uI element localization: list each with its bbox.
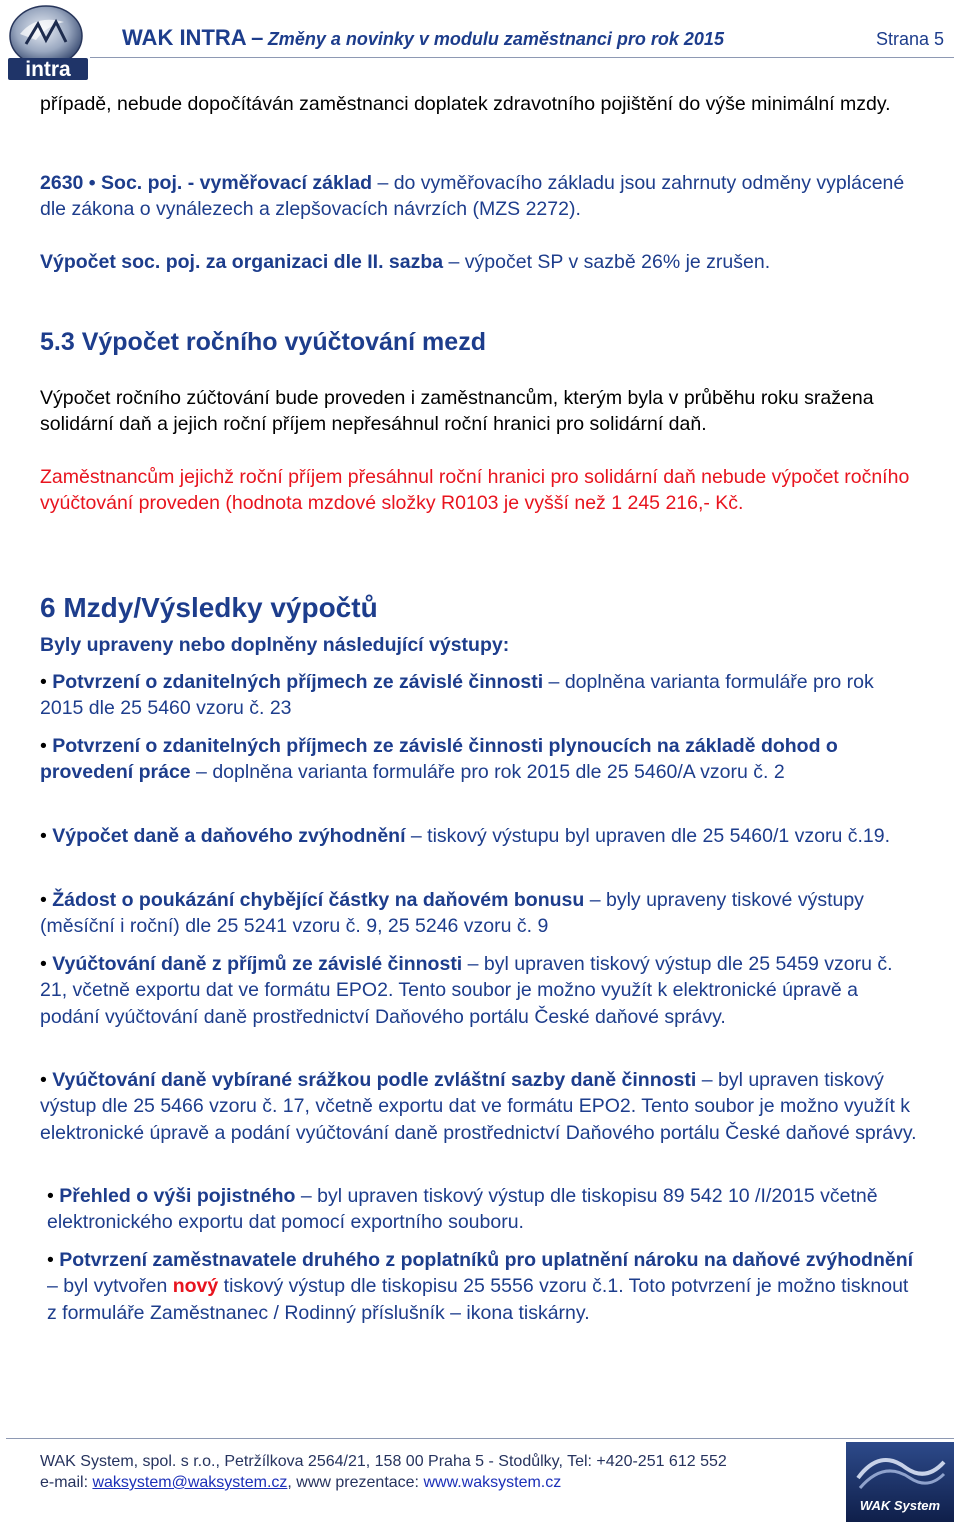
section-heading-5-3: 5.3 Výpočet ročního vyúčtování mezd	[40, 328, 486, 356]
list-item: • Přehled o výši pojistného – byl upraven tiskový výstup dle tiskopisu 89 542 10 /I/2015 včetně elektronického exportu dat pomocí exportního souboru.	[47, 1185, 878, 1234]
svg-text:WAK System: WAK System	[859, 1498, 941, 1513]
section-heading-6: 6 Mzdy/Výsledky výpočtů	[40, 592, 378, 623]
list-item: • Vyúčtování daně z příjmů ze závislé činnosti – byl upraven tiskový výstup dle 25 5459 vzoru č. 21, včetně exportu dat ve formátu EPO2. Tento soubor je možno využít k elektronické úpravě a podání vyúčtování daně prostřednictví Daňového portálu České daňové správy.	[40, 953, 893, 1028]
website-link[interactable]: www.waksystem.cz	[423, 1474, 562, 1491]
wak-system-logo	[846, 1442, 954, 1522]
footer-divider	[6, 1438, 954, 1439]
header-divider	[90, 57, 954, 58]
footer-contacts: e-mail: waksystem@waksystem.cz, www prezentace: www.waksystem.cz	[40, 1474, 562, 1491]
paragraph-soc-poj	[40, 170, 920, 223]
email-link[interactable]: waksystem@waksystem.cz	[92, 1474, 288, 1491]
list-item: • Potvrzení o zdanitelných příjmech ze závislé činnosti plynoucích na základě dohod o provedení práce – doplněna varianta formuláře pro rok 2015 dle 25 5460/A vzoru č. 2	[40, 735, 838, 784]
header-title	[122, 25, 724, 51]
list-item: • Potvrzení o zdanitelných příjmech ze závislé činnosti – doplněna varianta formuláře pro rok 2015 dle 25 5460 vzoru č. 23	[40, 671, 874, 720]
footer-address: WAK System, spol. s r.o., Petržílkova 2564/21, 158 00 Praha 5 - Stodůlky, Tel: +420-251 612 552	[40, 1453, 727, 1470]
svg-text:intra: intra	[25, 58, 71, 81]
intra-logo	[6, 4, 90, 82]
soc-poj-term: - vyměřovací základ	[187, 172, 373, 194]
section-5-3-paragraph: Výpočet ročního zúčtování bude proveden i zaměstnancům, kterým byla v průběhu roku sražena solidární daň a jejich roční příjem nepřesáhnul roční hranici pro solidární daň.	[40, 387, 874, 436]
paragraph-org-rate	[40, 249, 920, 275]
org-rate-text: – výpočet SP v sazbě 26% je zrušen.	[448, 251, 771, 273]
header-subtitle: Změny a novinky v modulu zaměstnanci pro rok 2015	[267, 29, 724, 49]
list-item: • Potvrzení zaměstnavatele druhého z poplatníků pro uplatnění nároku na daňové zvýhodnění – byl vytvořen nový tiskový výstup dle tiskopisu 25 5556 vzoru č.1. Toto potvrzení je možno tisknout z formuláře Zaměstnanec / Rodinný příslušník – ikona tiskárny.	[47, 1249, 914, 1324]
list-item: • Žádost o poukázání chybějící částky na daňovém bonusu – byly upraveny tiskové výstupy (měsíční i roční) dle 25 5241 vzoru č. 9, 25 5246 vzoru č. 9	[40, 889, 864, 938]
new-badge: nový	[172, 1275, 219, 1298]
header-app-name: WAK INTRA	[122, 25, 247, 50]
list-item: • Výpočet daně a daňového zvýhodnění – tiskový výstupu byl upraven dle 25 5460/1 vzoru č.19.	[40, 825, 891, 847]
soc-poj-code: 2630 • Soc. poj.	[40, 172, 183, 194]
soc-poj-text: – do vyměřovacího základu jsou zahrnuty odměny vyplácené dle zákona o vynálezech a zlepšovacích návrzích (MZS 2272).	[40, 172, 905, 221]
page-number: Strana 5	[876, 29, 945, 49]
paragraph-continuation: případě, nebude dopočítáván zaměstnanci doplatek zdravotního pojištění do výše minimální mzdy.	[40, 93, 891, 115]
org-rate-term: Výpočet soc. poj. za organizaci dle II. sazba	[40, 251, 444, 273]
section-6-intro: Byly upraveny nebo doplněny následující výstupy:	[40, 634, 510, 656]
section-5-3-warning: Zaměstnancům jejichž roční příjem přesáhnul roční hranici pro solidární daň nebude výpočet ročního vyúčtování proveden (hodnota mzdové složky R0103 je vyšší než 1 245 216,- Kč.	[40, 466, 910, 515]
header-dash: –	[251, 25, 264, 50]
list-item: • Vyúčtování daně vybírané srážkou podle zvláštní sazby daně činnosti – byl upraven tiskový výstup dle 25 5466 vzoru č. 17, včetně exportu dat ve formátu EPO2. Tento soubor je možno využít k elektronické úpravě a podání vyúčtování daně prostřednictví Daňového portálu České daňové správy.	[40, 1069, 917, 1144]
